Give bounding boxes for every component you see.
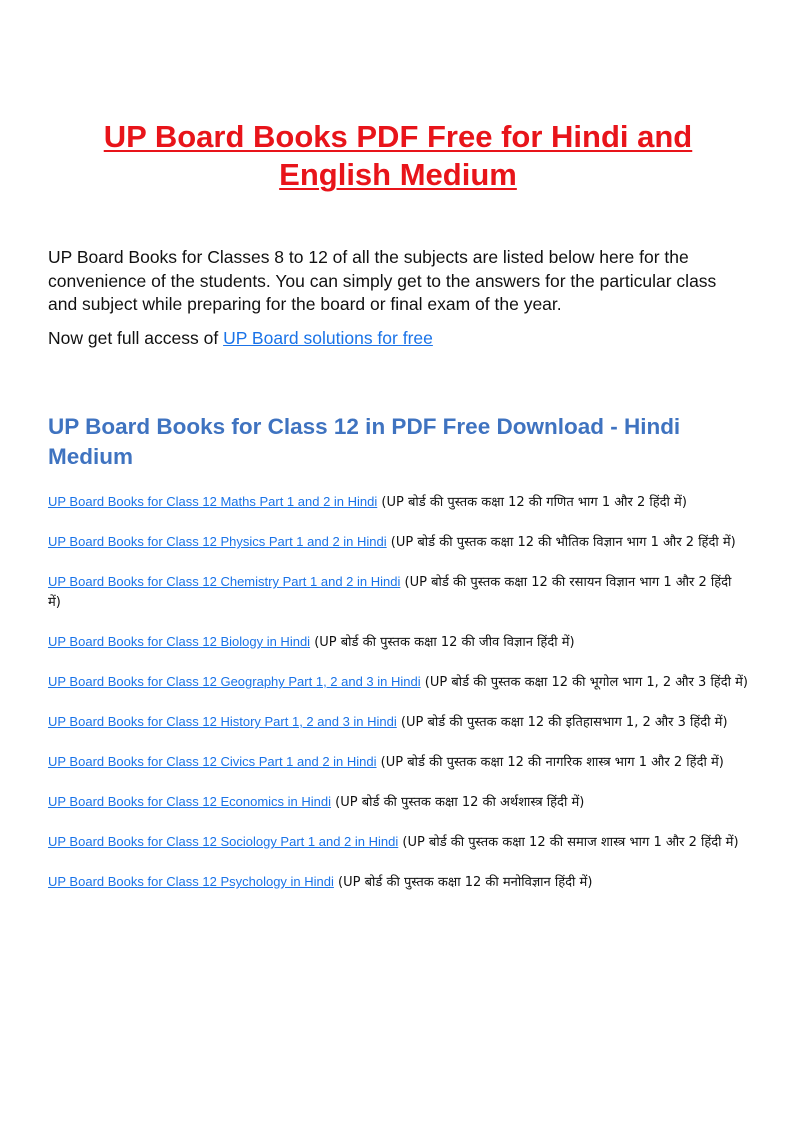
page-title: UP Board Books PDF Free for Hindi and English Medium <box>103 119 693 192</box>
book-hindi-description: (UP बोर्ड की पुस्तक कक्षा 12 की भौतिक विज्ञान भाग 1 और 2 हिंदी में) <box>386 535 736 550</box>
book-link[interactable]: UP Board Books for Class 12 History Part 1, 2 and 3 in Hindi <box>48 714 397 729</box>
list-item <box>48 752 748 772</box>
book-hindi-description: (UP बोर्ड की पुस्तक कक्षा 12 की भूगोल भाग 1, 2 और 3 हिंदी में) <box>420 675 748 690</box>
book-link[interactable]: UP Board Books for Class 12 Geography Part 1, 2 and 3 in Hindi <box>48 674 421 689</box>
book-hindi-description: (UP बोर्ड की पुस्तक कक्षा 12 की समाज शास्त्र भाग 1 और 2 हिंदी में) <box>398 835 739 850</box>
book-link[interactable]: UP Board Books for Class 12 Physics Part 1 and 2 in Hindi <box>48 534 387 549</box>
book-list <box>48 492 748 892</box>
list-item <box>48 632 748 652</box>
book-hindi-description: (UP बोर्ड की पुस्तक कक्षा 12 की गणित भाग 1 और 2 हिंदी में) <box>377 495 687 510</box>
book-hindi-description: (UP बोर्ड की पुस्तक कक्षा 12 की अर्थशास्त्र हिंदी में) <box>331 795 585 810</box>
list-item <box>48 872 748 892</box>
intro-paragraph: UP Board Books for Classes 8 to 12 of all the subjects are listed below here for the convenience of the students. You can simply get to the answers for the particular class and subject while preparing for the board or final exam of the year. <box>48 247 717 314</box>
access-paragraph <box>48 327 748 351</box>
book-link[interactable]: UP Board Books for Class 12 Civics Part 1 and 2 in Hindi <box>48 754 377 769</box>
book-link[interactable]: UP Board Books for Class 12 Chemistry Part 1 and 2 in Hindi <box>48 574 401 589</box>
book-hindi-description: (UP बोर्ड की पुस्तक कक्षा 12 की रसायन विज्ञान भाग 1 और 2 हिंदी में) <box>48 575 732 610</box>
book-hindi-description: (UP बोर्ड की पुस्तक कक्षा 12 की इतिहासभाग 1, 2 और 3 हिंदी में) <box>396 715 728 730</box>
list-item <box>48 532 748 552</box>
book-link[interactable]: UP Board Books for Class 12 Economics in Hindi <box>48 794 331 809</box>
document-page <box>48 0 748 912</box>
list-item <box>48 492 748 512</box>
book-hindi-description: (UP बोर्ड की पुस्तक कक्षा 12 की मनोविज्ञान हिंदी में) <box>333 875 593 890</box>
list-item <box>48 572 748 612</box>
book-link[interactable]: UP Board Books for Class 12 Biology in Hindi <box>48 634 311 649</box>
book-link[interactable]: UP Board Books for Class 12 Maths Part 1 and 2 in Hindi <box>48 494 378 509</box>
book-link[interactable]: UP Board Books for Class 12 Psychology in Hindi <box>48 874 334 889</box>
list-item <box>48 712 748 732</box>
list-item <box>48 832 748 852</box>
list-item <box>48 792 748 812</box>
book-link[interactable]: UP Board Books for Class 12 Sociology Part 1 and 2 in Hindi <box>48 834 399 849</box>
book-hindi-description: (UP बोर्ड की पुस्तक कक्षा 12 की जीव विज्ञान हिंदी में) <box>310 635 575 650</box>
section-heading: UP Board Books for Class 12 in PDF Free Download - Hindi Medium <box>48 414 681 469</box>
access-prefix: Now get full access of <box>48 327 224 348</box>
list-item <box>48 672 748 692</box>
book-hindi-description: (UP बोर्ड की पुस्तक कक्षा 12 की नागरिक शास्त्र भाग 1 और 2 हिंदी में) <box>376 755 724 770</box>
up-board-solutions-link[interactable]: UP Board solutions for free <box>223 327 433 348</box>
